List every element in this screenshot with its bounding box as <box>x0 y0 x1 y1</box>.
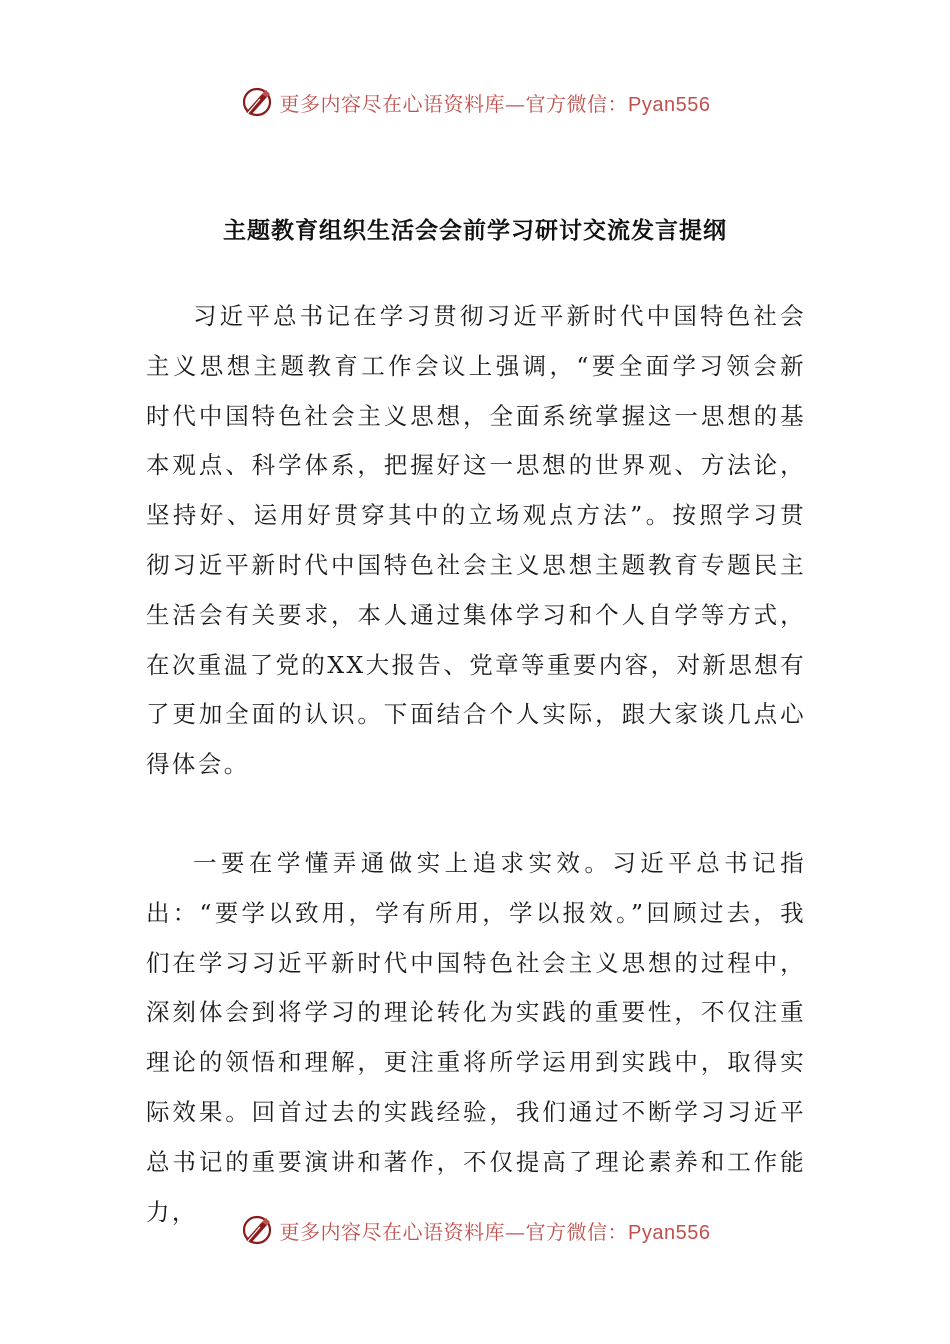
watermark-dash: — <box>505 91 526 116</box>
watermark-text <box>280 1216 711 1245</box>
pen-nib-logo-icon <box>240 1213 274 1247</box>
watermark-wechat-id: Pyan556 <box>628 1221 711 1244</box>
watermark-wechat-id: Pyan556 <box>628 93 711 116</box>
watermark-wechat-label: 官方微信： <box>525 91 629 116</box>
watermark-prefix: 更多内容尽在心语资料库 <box>279 1219 506 1244</box>
watermark-wechat-label: 官方微信： <box>525 1219 629 1244</box>
watermark-prefix: 更多内容尽在心语资料库 <box>279 91 506 116</box>
pen-nib-logo-icon <box>240 85 274 119</box>
watermark-dash: — <box>505 1219 526 1244</box>
document-body <box>146 292 806 1237</box>
paragraph-intro: 习近平总书记在学习贯彻习近平新时代中国特色社会主义思想主题教育工作会议上强调，“要全面学习领会新时代中国特色社会主义思想，全面系统掌握这一思想的基本观点、科学体系，把握好这一思想的世界观、方法论，坚持好、运用好贯穿其中的立场观点方法”。按照学习贯彻习近平新时代中国特色社会主义思想主题教育专题民主生活会有关要求，本人通过集体学习和个人自学等方式，在次重温了党的XX大报告、党章等重要内容，对新思想有了更加全面的认识。下面结合个人实际，跟大家谈几点心得体会。 <box>146 302 806 779</box>
document-title: 主题教育组织生活会会前学习研讨交流发言提纲 <box>223 217 727 244</box>
watermark-header <box>0 82 950 122</box>
paragraph-point-one: 一要在学懂弄通做实上追求实效。习近平总书记指出：“要学以致用，学有所用，学以报效。”回顾过去，我们在学习习近平新时代中国特色社会主义思想的过程中，深刻体会到将学习的理论转化为实践的重要性，不仅注重理论的领悟和理解，更注重将所学运用到实践中，取得实际效果。回首过去的实践经验，我们通过不断学习习近平总书记的重要演讲和著作，不仅提高了理论素养和工作能力， <box>146 848 806 1226</box>
watermark-text <box>280 88 711 117</box>
watermark-footer <box>0 1210 950 1250</box>
